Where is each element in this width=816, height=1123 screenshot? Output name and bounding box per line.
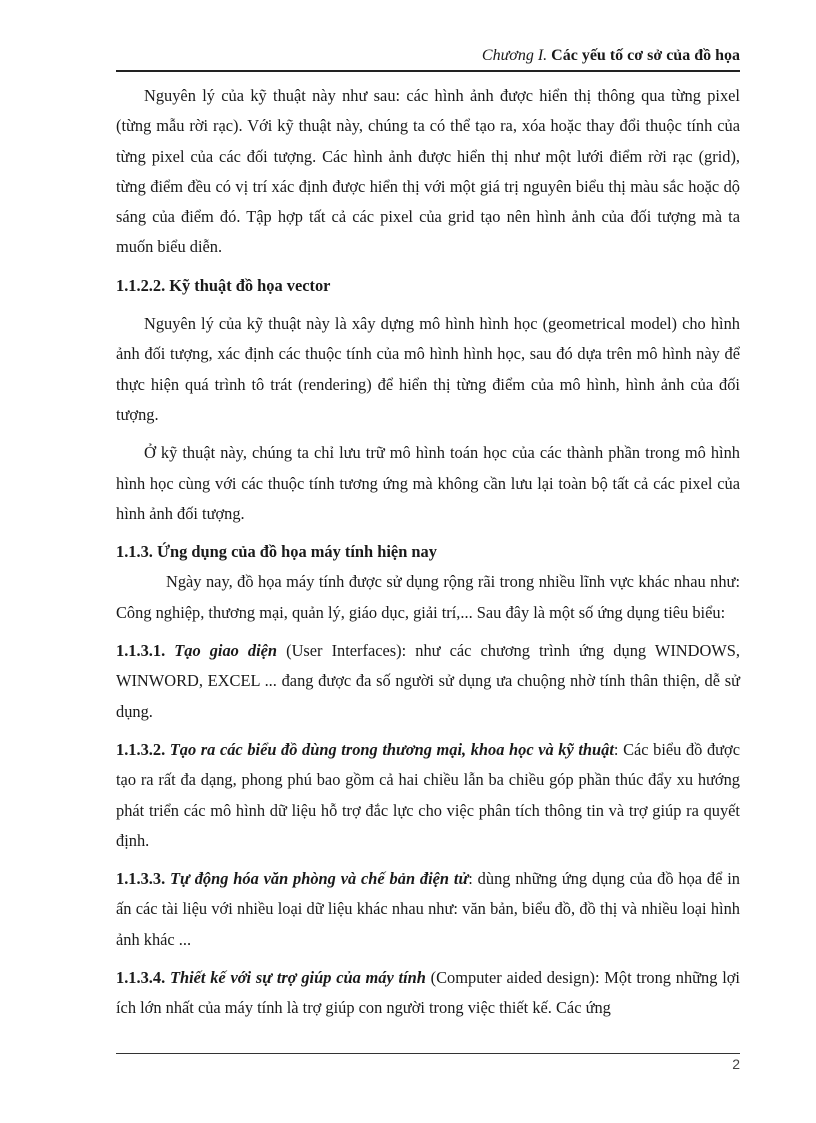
section-heading-vector: 1.1.2.2. Kỹ thuật đồ họa vector <box>116 275 331 295</box>
page-content <box>116 78 740 1024</box>
item-title: Tạo giao diện <box>174 641 278 661</box>
item-number: 1.1.3.4. <box>116 968 166 988</box>
item-text: (Computer aided design): Một trong những lợi ích lớn nhất của máy tính là trợ giúp con người trong việc thiết kế. Các ứng <box>116 968 740 1018</box>
header-title: Các yếu tố cơ sở của đồ họa <box>551 47 740 64</box>
paragraph-vector-1: Nguyên lý của kỹ thuật này là xây dựng mô hình hình học (geometrical model) cho hình ảnh đối tượng, xác định các thuộc tính của mô hình hình học, sau đó dựa trên mô hình này để thực hiện quá trình tô trát (rendering) để hiển thị từng điểm của mô hình, hình ảnh của đối tượng. <box>116 314 740 424</box>
section-heading-applications: 1.1.3. Ứng dụng của đồ họa máy tính hiện nay <box>116 542 437 562</box>
item-title: Tự động hóa văn phòng và chế bản điện tử <box>170 869 469 889</box>
header-chapter: Chương I. <box>481 47 548 64</box>
item-number: 1.1.3.1. <box>116 641 166 661</box>
item-text: : dùng những ứng dụng của đồ họa để in ấn các tài liệu với nhiều loại dữ liệu khác nhau như: văn bản, biểu đồ, đồ thị và nhiều loại hình ảnh khác ... <box>116 869 740 949</box>
list-item <box>116 963 740 1024</box>
footer-divider <box>116 1053 740 1054</box>
list-item <box>116 864 740 955</box>
item-number: 1.1.3.3. <box>116 869 166 889</box>
document-page <box>116 0 740 1123</box>
list-item <box>116 636 740 727</box>
paragraph-vector-2: Ở kỹ thuật này, chúng ta chỉ lưu trữ mô hình toán học của các thành phần trong mô hình hình học cùng với các thuộc tính tương ứng mà không cần lưu lại toàn bộ tất cả các pixel của hình ảnh đối tượng. <box>116 443 740 523</box>
paragraph-applications: Ngày nay, đồ họa máy tính được sử dụng rộng rãi trong nhiều lĩnh vực khác nhau như: Công nghiệp, thương mại, quản lý, giáo dục, giải trí,... Sau đây là một số ứng dụng tiêu biểu: <box>116 572 740 622</box>
page-number: 2 <box>732 1056 740 1072</box>
item-number: 1.1.3.2. <box>116 739 166 759</box>
list-item <box>116 735 740 856</box>
item-text: : Các biểu đồ được tạo ra rất đa dạng, phong phú bao gồm cả hai chiều lẫn ba chiều góp phần thúc đẩy xu hướng phát triển các mô hình dữ liệu hỗ trợ đắc lực cho việc phân tích thông tin và trợ giúp ra quyết định. <box>116 739 740 850</box>
paragraph-raster: Nguyên lý của kỹ thuật này như sau: các hình ảnh được hiển thị thông qua từng pixel (từng mẫu rời rạc). Với kỹ thuật này, chúng ta có thể tạo ra, xóa hoặc thay đổi thuộc tính của từng pixel của các đối tượng. Các hình ảnh được hiển thị như một lưới điểm rời rạc (grid), từng điểm đều có vị trí xác định được hiển thị với một giá trị nguyên biểu thị màu sắc hoặc dộ sáng của điểm đó. Tập hợp tất cả các pixel của grid tạo nên hình ảnh của đối tượng mà ta muốn biểu diễn. <box>116 86 740 257</box>
item-title: Thiết kế với sự trợ giúp của máy tính <box>169 968 426 988</box>
header-divider <box>116 70 740 72</box>
item-title: Tạo ra các biểu đồ dùng trong thương mại, khoa học và kỹ thuật <box>169 739 614 759</box>
running-header <box>116 45 740 67</box>
item-text: (User Interfaces): như các chương trình ứng dụng WINDOWS, WINWORD, EXCEL ... đang được đa số người sử dụng ưa chuộng nhờ tính thân thiện, dễ sử dụng. <box>116 641 740 721</box>
